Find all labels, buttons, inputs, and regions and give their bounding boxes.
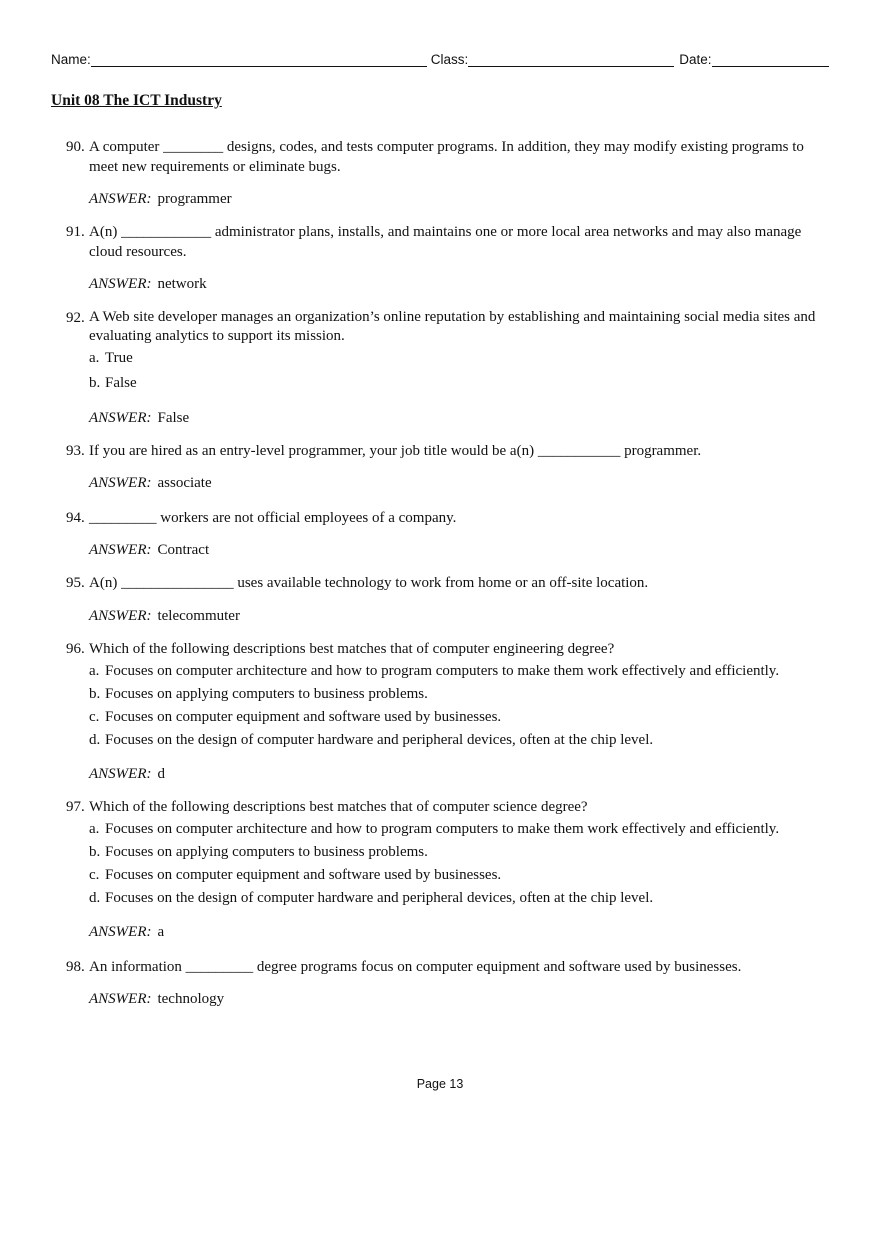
- name-field-line: [91, 52, 427, 67]
- question-number: 95.: [66, 575, 85, 591]
- option-label: d.: [89, 732, 101, 748]
- question: [0, 573, 880, 626]
- answer-value: d: [157, 766, 165, 782]
- question: [0, 639, 880, 784]
- question-number: 90.: [66, 139, 85, 155]
- question-number: 94.: [66, 510, 85, 526]
- question-number: 91.: [66, 224, 85, 240]
- option: [89, 842, 824, 862]
- question-number: 93.: [66, 443, 85, 459]
- answer-label: ANSWER:: [89, 475, 152, 491]
- option-text: True: [105, 350, 133, 366]
- class-label: Class:: [430, 52, 469, 67]
- header-fields: [51, 52, 829, 67]
- answer-label: ANSWER:: [89, 924, 152, 940]
- question-text: An information _________ degree programs focus on computer equipment and software used by businesses.: [89, 959, 742, 975]
- option: [89, 348, 824, 368]
- answer-value: a: [157, 924, 165, 940]
- answer: [89, 274, 880, 294]
- question: [0, 308, 880, 428]
- question: [0, 222, 880, 294]
- option-label: a.: [89, 663, 100, 679]
- question: [0, 441, 880, 493]
- question: [0, 508, 880, 560]
- answer-value: False: [157, 410, 190, 426]
- answer: [89, 606, 880, 626]
- option-text: Focuses on computer architecture and how to program computers to make them work effectively and efficiently.: [105, 663, 780, 679]
- question-text: A Web site developer manages an organization’s online reputation by establishing and maintaining social media sites and evaluating analytics to support its mission.: [89, 309, 816, 344]
- option: [89, 730, 824, 750]
- question: [0, 797, 880, 942]
- option-text: False: [105, 375, 137, 391]
- option-text: Focuses on applying computers to business problems.: [105, 686, 428, 702]
- option-label: c.: [89, 867, 100, 883]
- unit-title: Unit 08 The ICT Industry: [51, 92, 222, 109]
- answer: [89, 540, 880, 560]
- answer-value: network: [157, 276, 207, 292]
- option-text: Focuses on computer equipment and software used by businesses.: [105, 709, 502, 725]
- option-text: Focuses on computer architecture and how to program computers to make them work effectively and efficiently.: [105, 821, 780, 837]
- option-label: d.: [89, 890, 101, 906]
- date-label: Date:: [679, 52, 712, 67]
- option: [89, 661, 824, 681]
- answer-label: ANSWER:: [89, 608, 152, 624]
- option: [89, 888, 824, 908]
- answer: [89, 989, 880, 1009]
- question-number: 98.: [66, 959, 85, 975]
- date-field-line: [712, 52, 829, 67]
- question: [0, 137, 880, 209]
- answer-value: programmer: [157, 191, 232, 207]
- answer-value: technology: [157, 991, 225, 1007]
- answer-value: associate: [157, 475, 212, 491]
- answer-label: ANSWER:: [89, 991, 152, 1007]
- question-text: Which of the following descriptions best matches that of computer engineering degree?: [89, 641, 615, 657]
- option-label: b.: [89, 844, 101, 860]
- option: [89, 865, 824, 885]
- option-label: a.: [89, 821, 100, 837]
- question-list: [0, 137, 880, 1009]
- answer-label: ANSWER:: [89, 410, 152, 426]
- answer: [89, 764, 880, 784]
- option: [89, 373, 824, 393]
- option: [89, 819, 824, 839]
- answer: [89, 922, 880, 942]
- question-text: Which of the following descriptions best matches that of computer science degree?: [89, 799, 588, 815]
- question: [0, 957, 880, 1009]
- option-label: c.: [89, 709, 100, 725]
- question-number: 92.: [66, 310, 85, 326]
- question-text: A computer ________ designs, codes, and tests computer programs. In addition, they may modify existing programs to meet new requirements or eliminate bugs.: [89, 139, 804, 175]
- question-number: 96.: [66, 641, 85, 657]
- question-text: If you are hired as an entry-level programmer, your job title would be a(n) ___________ programmer.: [89, 443, 702, 459]
- option-label: b.: [89, 375, 101, 391]
- answer-value: Contract: [157, 542, 210, 558]
- class-field-line: [468, 52, 674, 67]
- question-number: 97.: [66, 799, 85, 815]
- answer-label: ANSWER:: [89, 276, 152, 292]
- name-label: Name:: [51, 52, 91, 67]
- answer-label: ANSWER:: [89, 191, 152, 207]
- option: [89, 684, 824, 704]
- question-text: A(n) ____________ administrator plans, installs, and maintains one or more local area networks and may also manage cloud resources.: [89, 224, 802, 260]
- question-text: A(n) _______________ uses available technology to work from home or an off-site location.: [89, 575, 649, 591]
- answer: [89, 473, 880, 493]
- option-label: a.: [89, 350, 100, 366]
- option-text: Focuses on the design of computer hardware and peripheral devices, often at the chip level.: [105, 732, 654, 748]
- answer: [89, 189, 880, 209]
- option-text: Focuses on computer equipment and software used by businesses.: [105, 867, 502, 883]
- answer: [89, 408, 880, 428]
- answer-value: telecommuter: [157, 608, 240, 624]
- option-text: Focuses on applying computers to business problems.: [105, 844, 428, 860]
- page-number: Page 13: [416, 1077, 464, 1091]
- option: [89, 707, 824, 727]
- option-label: b.: [89, 686, 101, 702]
- option-text: Focuses on the design of computer hardware and peripheral devices, often at the chip level.: [105, 890, 654, 906]
- answer-label: ANSWER:: [89, 542, 152, 558]
- answer-label: ANSWER:: [89, 766, 152, 782]
- question-text: _________ workers are not official employees of a company.: [89, 510, 457, 526]
